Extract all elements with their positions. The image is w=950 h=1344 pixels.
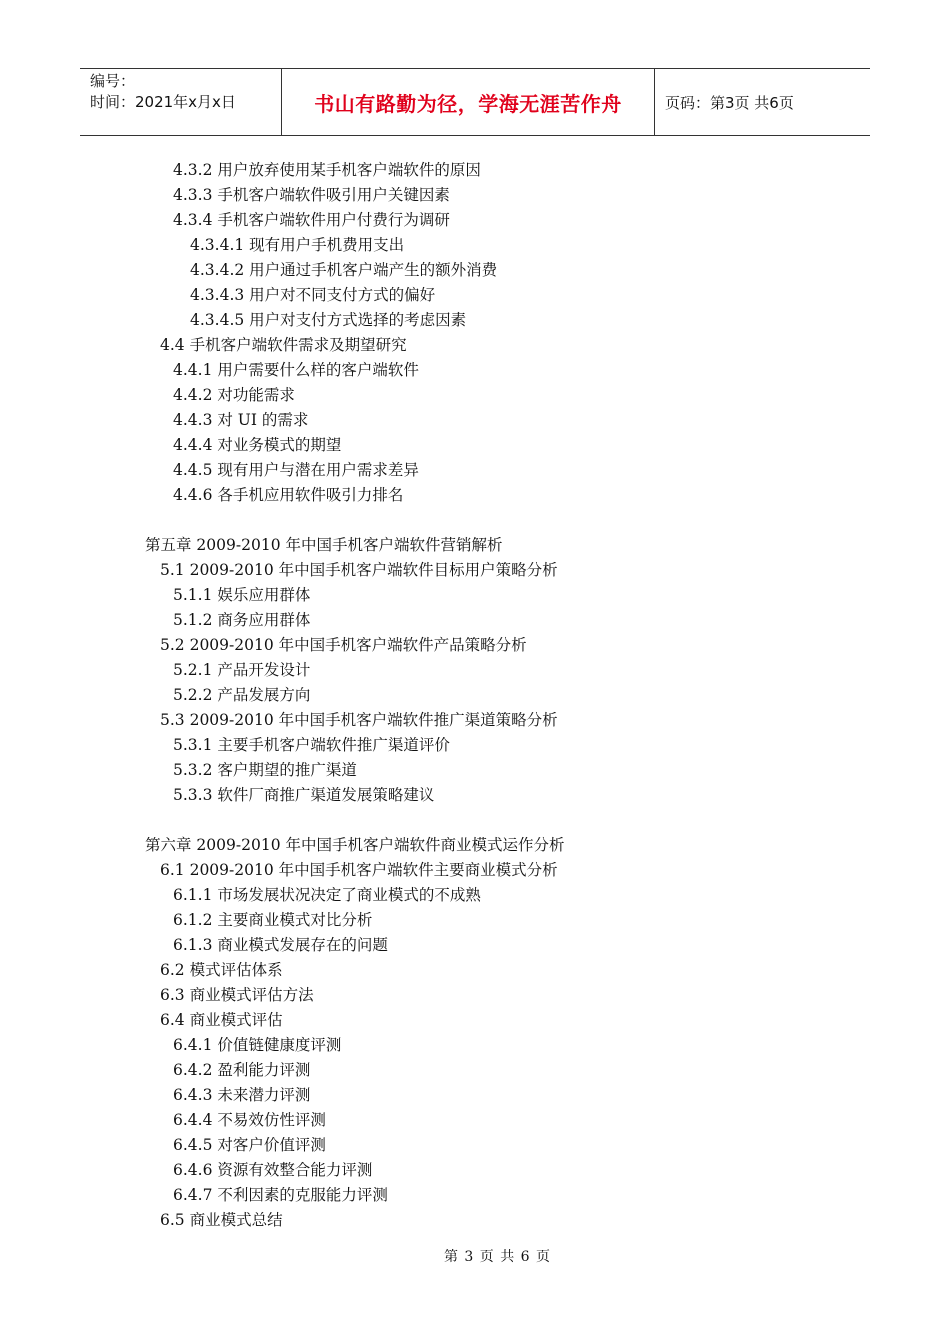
toc-spacer [0,808,950,833]
toc-entry: 5.3.3 软件厂商推广渠道发展策略建议 [173,786,435,804]
toc-entry: 4.4.2 对功能需求 [173,386,295,404]
toc-entry: 6.4.1 价值链健康度评测 [173,1036,342,1054]
document-number-label: 编号： [90,72,136,90]
toc-entry: 5.1.1 娱乐应用群体 [173,586,311,604]
toc-entry: 5.1.2 商务应用群体 [173,611,311,629]
toc-entry: 6.4.5 对客户价值评测 [173,1136,326,1154]
toc-entry: 5.1 2009-2010 年中国手机客户端软件目标用户策略分析 [160,561,558,579]
toc-entry: 6.2 模式评估体系 [160,961,283,979]
toc-entry: 4.3.4.2 用户通过手机客户端产生的额外消费 [190,261,498,279]
toc-entry: 4.4.5 现有用户与潜在用户需求差异 [173,461,419,479]
toc-entry: 6.5 商业模式总结 [160,1211,283,1229]
toc-entry: 6.1.3 商业模式发展存在的问题 [173,936,388,954]
toc-entry: 4.3.4.3 用户对不同支付方式的偏好 [190,286,436,304]
toc-entry: 6.4.7 不利因素的克服能力评测 [173,1186,388,1204]
header-meta [80,69,282,135]
toc-entry: 5.2.2 产品发展方向 [173,686,311,704]
toc-chapter-heading: 第五章 2009-2010 年中国手机客户端软件营销解析 [145,536,503,554]
toc-entry: 6.4.2 盈利能力评测 [173,1061,311,1079]
toc-entry: 4.4 手机客户端软件需求及期望研究 [160,336,407,354]
toc-entry: 6.3 商业模式评估方法 [160,986,314,1004]
page-header [80,68,870,136]
toc-entry: 6.1.2 主要商业模式对比分析 [173,911,373,929]
header-motto: 书山有路勤为径，学海无涯苦作舟 [282,69,655,135]
toc-spacer [0,508,950,533]
toc-entry: 6.1.1 市场发展状况决定了商业模式的不成熟 [173,886,481,904]
toc-entry: 4.4.6 各手机应用软件吸引力排名 [173,486,404,504]
toc-entry: 4.4.4 对业务模式的期望 [173,436,342,454]
toc-entry: 6.4 商业模式评估 [160,1011,283,1029]
header-page-number: 页码：第3页 共6页 [665,93,794,112]
page-footer: 第 3 页 共 6 页 [443,1249,552,1265]
toc-entry: 6.4.3 未来潜力评测 [173,1086,311,1104]
toc-chapter-heading: 第六章 2009-2010 年中国手机客户端软件商业模式运作分析 [145,836,565,854]
toc-entry: 4.3.4.5 用户对支付方式选择的考虑因素 [190,311,467,329]
toc-entry: 6.1 2009-2010 年中国手机客户端软件主要商业模式分析 [160,861,558,879]
toc-entry: 4.3.2 用户放弃使用某手机客户端软件的原因 [173,161,481,179]
toc-entry: 5.2.1 产品开发设计 [173,661,311,679]
toc-entry: 5.3.1 主要手机客户端软件推广渠道评价 [173,736,450,754]
toc-entry: 4.3.4 手机客户端软件用户付费行为调研 [173,211,450,229]
table-of-contents [0,158,950,1233]
toc-entry: 5.3.2 客户期望的推广渠道 [173,761,357,779]
toc-entry: 4.3.3 手机客户端软件吸引用户关键因素 [173,186,450,204]
document-time-label: 时间：2021年x月x日 [90,93,236,111]
toc-entry: 4.4.1 用户需要什么样的客户端软件 [173,361,419,379]
toc-entry: 6.4.4 不易效仿性评测 [173,1111,326,1129]
toc-entry: 6.4.6 资源有效整合能力评测 [173,1161,373,1179]
toc-entry: 4.4.3 对 UI 的需求 [173,411,309,429]
toc-entry: 4.3.4.1 现有用户手机费用支出 [190,236,405,254]
toc-entry: 5.2 2009-2010 年中国手机客户端软件产品策略分析 [160,636,527,654]
toc-entry: 5.3 2009-2010 年中国手机客户端软件推广渠道策略分析 [160,711,558,729]
